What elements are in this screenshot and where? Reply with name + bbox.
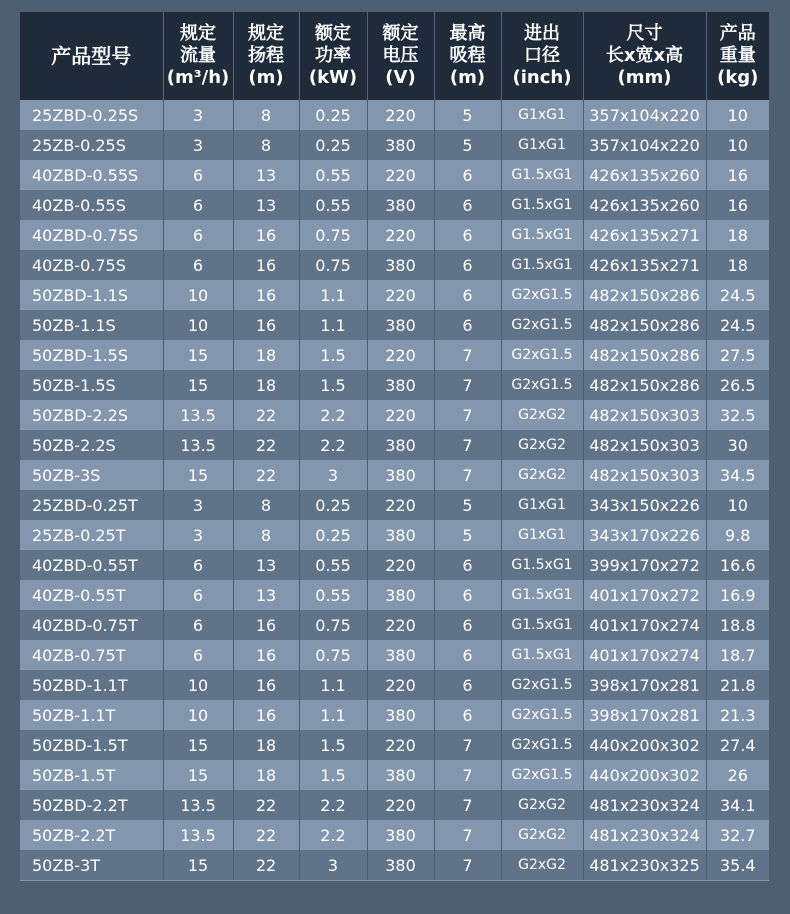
weight-cell: 34.5	[719, 465, 756, 485]
port-cell: G2xG2	[501, 790, 583, 820]
header-unit: (inch)	[512, 67, 572, 88]
size-cell: 401x170x272	[583, 580, 706, 610]
header-line: 流量	[180, 45, 216, 66]
suction-cell: 6	[434, 310, 501, 340]
flow-cell: 6	[163, 220, 233, 250]
port-cell: G2xG2	[501, 430, 583, 460]
suction-cell: 7	[434, 760, 501, 790]
model-cell: 50ZBD-2.2S	[20, 400, 163, 430]
size-cell: 426x135x271	[583, 250, 706, 280]
model-cell: 50ZB-1.1T	[20, 700, 163, 730]
table-row	[20, 760, 769, 790]
model-cell: 40ZBD-0.55S	[20, 160, 163, 190]
header-unit: (kg)	[717, 67, 759, 88]
suction-cell: 7	[434, 400, 501, 430]
voltage-cell: 380	[367, 760, 434, 790]
port-cell: G1xG1	[501, 520, 583, 550]
header-line: 产品型号	[51, 44, 132, 68]
model-cell: 50ZB-3T	[20, 850, 163, 881]
power-cell: 0.75	[299, 220, 367, 250]
header-model	[20, 12, 163, 100]
size-cell: 343x150x226	[583, 490, 706, 520]
suction-cell: 6	[434, 550, 501, 580]
model-cell: 50ZBD-1.1S	[20, 280, 163, 310]
voltage-cell: 220	[367, 730, 434, 760]
power-cell: 0.75	[299, 610, 367, 640]
model-cell: 50ZBD-1.5T	[20, 730, 163, 760]
model-cell: 40ZB-0.75T	[20, 640, 163, 670]
model-cell: 50ZB-1.1S	[20, 310, 163, 340]
head-cell: 16	[233, 250, 299, 280]
weight-cell: 18	[727, 255, 748, 275]
size-cell: 440x200x302	[583, 730, 706, 760]
suction-cell: 6	[434, 640, 501, 670]
port-cell: G1.5xG1	[501, 160, 583, 190]
weight-cell: 21.8	[719, 675, 756, 695]
flow-cell: 3	[163, 130, 233, 160]
flow-cell: 6	[163, 550, 233, 580]
head-cell: 18	[233, 340, 299, 370]
model-cell: 25ZBD-0.25T	[20, 490, 163, 520]
head-cell: 8	[233, 100, 299, 130]
power-cell: 3	[299, 460, 367, 490]
suction-cell: 6	[434, 580, 501, 610]
voltage-cell: 380	[367, 700, 434, 730]
size-cell: 357x104x220	[583, 100, 706, 130]
suction-cell: 6	[434, 280, 501, 310]
head-cell: 18	[233, 730, 299, 760]
head-cell: 8	[233, 130, 299, 160]
port-cell: G1.5xG1	[501, 580, 583, 610]
suction-cell: 5	[434, 520, 501, 550]
size-cell: 481x230x325	[583, 850, 706, 881]
flow-cell: 15	[163, 370, 233, 400]
model-cell: 25ZBD-0.25S	[20, 100, 163, 130]
power-cell: 0.55	[299, 190, 367, 220]
power-cell: 1.1	[299, 670, 367, 700]
suction-cell: 6	[434, 670, 501, 700]
model-cell: 50ZB-2.2S	[20, 430, 163, 460]
power-cell: 1.5	[299, 730, 367, 760]
header-line: 电压	[382, 45, 419, 66]
port-cell: G1.5xG1	[501, 250, 583, 280]
size-cell: 482x150x286	[583, 310, 706, 340]
header-flow	[163, 12, 233, 100]
header-unit: (kW)	[308, 67, 358, 88]
voltage-cell: 220	[367, 610, 434, 640]
weight-cell: 10	[727, 495, 748, 515]
voltage-cell: 220	[367, 400, 434, 430]
voltage-cell: 380	[367, 640, 434, 670]
weight-cell: 30	[727, 435, 748, 455]
table-row	[20, 340, 769, 370]
size-cell: 481x230x324	[583, 790, 706, 820]
head-cell: 13	[233, 190, 299, 220]
port-cell: G2xG1.5	[501, 730, 583, 760]
header-line: 重量	[719, 45, 756, 66]
size-cell: 401x170x274	[583, 610, 706, 640]
suction-cell: 6	[434, 250, 501, 280]
size-cell: 426x135x271	[583, 220, 706, 250]
header-line: 规定	[248, 23, 284, 44]
suction-cell: 7	[434, 730, 501, 760]
weight-cell: 35.4	[706, 850, 769, 881]
suction-cell: 7	[434, 460, 501, 490]
size-cell: 343x170x226	[583, 520, 706, 550]
size-cell: 482x150x303	[583, 400, 706, 430]
head-cell: 13	[233, 550, 299, 580]
table-row	[20, 460, 769, 490]
voltage-cell: 220	[367, 280, 434, 310]
weight-cell: 18.8	[719, 615, 756, 635]
header-line: 扬程	[248, 45, 284, 66]
size-cell: 482x150x303	[583, 460, 706, 490]
model-cell: 50ZBD-1.5S	[20, 340, 163, 370]
head-cell: 8	[233, 520, 299, 550]
table-row	[20, 160, 769, 190]
head-cell: 22	[233, 790, 299, 820]
header-unit: (V)	[385, 67, 416, 88]
size-cell: 398x170x281	[583, 670, 706, 700]
flow-cell: 15	[163, 340, 233, 370]
size-cell: 401x170x274	[583, 640, 706, 670]
table-row	[20, 700, 769, 730]
size-cell: 482x150x303	[583, 430, 706, 460]
header-line: 最高	[449, 23, 486, 44]
table-row	[20, 790, 769, 820]
flow-cell: 13.5	[163, 790, 233, 820]
flow-cell: 10	[163, 310, 233, 340]
header-line: 吸程	[449, 45, 486, 66]
weight-cell: 26.5	[719, 375, 756, 395]
suction-cell: 7	[434, 820, 501, 850]
table-row	[20, 250, 769, 280]
flow-cell: 15	[163, 730, 233, 760]
port-cell: G2xG1.5	[501, 670, 583, 700]
voltage-cell: 380	[367, 430, 434, 460]
suction-cell: 7	[434, 430, 501, 460]
weight-cell: 27.5	[719, 345, 756, 365]
head-cell: 8	[233, 490, 299, 520]
model-cell: 25ZB-0.25T	[20, 520, 163, 550]
head-cell: 13	[233, 580, 299, 610]
model-cell: 25ZB-0.25S	[20, 130, 163, 160]
table-row	[20, 730, 769, 760]
head-cell: 22	[233, 430, 299, 460]
model-cell: 50ZB-3S	[20, 460, 163, 490]
head-cell: 22	[233, 820, 299, 850]
weight-cell: 27.4	[719, 735, 756, 755]
weight-cell: 16	[727, 195, 748, 215]
header-unit: (m)	[449, 67, 486, 88]
flow-cell: 13.5	[163, 430, 233, 460]
power-cell: 1.1	[299, 310, 367, 340]
port-cell: G2xG1.5	[501, 280, 583, 310]
head-cell: 16	[233, 670, 299, 700]
table-row	[20, 520, 769, 550]
port-cell: G2xG1.5	[501, 760, 583, 790]
power-cell: 2.2	[299, 430, 367, 460]
head-cell: 22	[233, 850, 299, 881]
voltage-cell: 380	[367, 820, 434, 850]
port-cell: G1.5xG1	[501, 550, 583, 580]
weight-cell: 32.7	[719, 825, 756, 845]
size-cell: 399x170x272	[583, 550, 706, 580]
voltage-cell: 220	[367, 160, 434, 190]
voltage-cell: 220	[367, 220, 434, 250]
table-row	[20, 130, 769, 160]
header-line: 额定	[315, 23, 351, 44]
port-cell: G2xG2	[501, 400, 583, 430]
flow-cell: 3	[163, 100, 233, 130]
voltage-cell: 380	[367, 520, 434, 550]
header-voltage	[367, 12, 434, 100]
port-cell: G2xG2	[501, 460, 583, 490]
voltage-cell: 380	[367, 460, 434, 490]
power-cell: 2.2	[299, 820, 367, 850]
table-header	[20, 12, 769, 100]
table-row	[20, 190, 769, 220]
power-cell: 1.1	[299, 700, 367, 730]
port-cell: G1.5xG1	[501, 220, 583, 250]
port-cell: G1xG1	[501, 100, 583, 130]
suction-cell: 6	[434, 220, 501, 250]
port-cell: G1.5xG1	[501, 190, 583, 220]
power-cell: 0.55	[299, 550, 367, 580]
flow-cell: 6	[163, 580, 233, 610]
port-cell: G2xG2	[501, 850, 583, 881]
table-row	[20, 430, 769, 460]
flow-cell: 3	[163, 490, 233, 520]
model-cell: 40ZB-0.55S	[20, 190, 163, 220]
voltage-cell: 220	[367, 550, 434, 580]
flow-cell: 15	[163, 460, 233, 490]
flow-cell: 10	[163, 700, 233, 730]
table-row	[20, 580, 769, 610]
flow-cell: 10	[163, 280, 233, 310]
weight-cell: 26	[727, 765, 748, 785]
table-row	[20, 640, 769, 670]
voltage-cell: 380	[367, 850, 434, 881]
power-cell: 3	[299, 850, 367, 881]
suction-cell: 6	[434, 160, 501, 190]
head-cell: 18	[233, 370, 299, 400]
voltage-cell: 220	[367, 670, 434, 700]
flow-cell: 10	[163, 670, 233, 700]
head-cell: 22	[233, 400, 299, 430]
voltage-cell: 380	[367, 580, 434, 610]
flow-cell: 15	[163, 850, 233, 881]
power-cell: 0.25	[299, 520, 367, 550]
flow-cell: 13.5	[163, 820, 233, 850]
suction-cell: 5	[434, 100, 501, 130]
weight-cell: 24.5	[719, 315, 756, 335]
table-row	[20, 850, 769, 881]
header-power	[299, 12, 367, 100]
header-line: 长x宽x高	[605, 45, 684, 66]
voltage-cell: 220	[367, 490, 434, 520]
flow-cell: 13.5	[163, 400, 233, 430]
head-cell: 18	[233, 760, 299, 790]
flow-cell: 15	[163, 760, 233, 790]
power-cell: 0.55	[299, 160, 367, 190]
head-cell: 16	[233, 700, 299, 730]
header-line: 口径	[524, 45, 560, 66]
model-cell: 40ZB-0.75S	[20, 250, 163, 280]
size-cell: 482x150x286	[583, 370, 706, 400]
weight-cell: 34.1	[719, 795, 756, 815]
model-cell: 40ZBD-0.55T	[20, 550, 163, 580]
table-row	[20, 310, 769, 340]
size-cell: 426x135x260	[583, 160, 706, 190]
size-cell: 398x170x281	[583, 700, 706, 730]
port-cell: G1xG1	[501, 130, 583, 160]
header-line: 功率	[315, 45, 351, 66]
suction-cell: 7	[434, 850, 501, 881]
power-cell: 1.5	[299, 370, 367, 400]
header-size	[583, 12, 706, 100]
flow-cell: 6	[163, 160, 233, 190]
table-row	[20, 820, 769, 850]
table-row	[20, 220, 769, 250]
suction-cell: 6	[434, 700, 501, 730]
head-cell: 16	[233, 220, 299, 250]
weight-cell: 16.6	[719, 555, 756, 575]
voltage-cell: 220	[367, 100, 434, 130]
weight-cell: 9.8	[725, 525, 751, 545]
header-unit: (mm)	[617, 67, 672, 88]
port-cell: G1.5xG1	[501, 610, 583, 640]
port-cell: G2xG1.5	[501, 340, 583, 370]
flow-cell: 6	[163, 610, 233, 640]
voltage-cell: 380	[367, 130, 434, 160]
voltage-cell: 380	[367, 310, 434, 340]
table-row	[20, 370, 769, 400]
power-cell: 1.5	[299, 760, 367, 790]
power-cell: 1.1	[299, 280, 367, 310]
power-cell: 0.25	[299, 100, 367, 130]
header-line: 额定	[382, 23, 419, 44]
pump-spec-table	[20, 12, 769, 881]
weight-cell: 16	[727, 165, 748, 185]
model-cell: 50ZBD-1.1T	[20, 670, 163, 700]
suction-cell: 6	[434, 610, 501, 640]
model-cell: 40ZB-0.55T	[20, 580, 163, 610]
model-cell: 50ZB-2.2T	[20, 820, 163, 850]
head-cell: 16	[233, 610, 299, 640]
header-line: 规定	[180, 23, 216, 44]
weight-cell: 10	[727, 135, 748, 155]
head-cell: 22	[233, 460, 299, 490]
header-line: 尺寸	[626, 23, 663, 44]
power-cell: 2.2	[299, 400, 367, 430]
table-row	[20, 550, 769, 580]
port-cell: G2xG1.5	[501, 370, 583, 400]
power-cell: 2.2	[299, 790, 367, 820]
flow-cell: 6	[163, 250, 233, 280]
table-body	[20, 100, 769, 881]
weight-cell: 18	[727, 225, 748, 245]
header-weight	[706, 12, 769, 100]
power-cell: 1.5	[299, 340, 367, 370]
table-row	[20, 400, 769, 430]
table-row	[20, 100, 769, 130]
size-cell: 440x200x302	[583, 760, 706, 790]
port-cell: G2xG1.5	[501, 700, 583, 730]
header-unit: (m)	[248, 67, 284, 88]
weight-cell: 32.5	[719, 405, 756, 425]
spec-table-container	[20, 12, 769, 881]
suction-cell: 7	[434, 340, 501, 370]
table-row	[20, 280, 769, 310]
voltage-cell: 380	[367, 370, 434, 400]
model-cell: 50ZBD-2.2T	[20, 790, 163, 820]
header-port	[501, 12, 583, 100]
flow-cell: 6	[163, 640, 233, 670]
head-cell: 16	[233, 310, 299, 340]
voltage-cell: 380	[367, 250, 434, 280]
size-cell: 357x104x220	[583, 130, 706, 160]
suction-cell: 5	[434, 490, 501, 520]
header-row	[20, 12, 769, 100]
suction-cell: 7	[434, 370, 501, 400]
size-cell: 482x150x286	[583, 280, 706, 310]
header-line: 产品	[719, 23, 756, 44]
model-cell: 40ZBD-0.75S	[20, 220, 163, 250]
power-cell: 0.75	[299, 250, 367, 280]
flow-cell: 3	[163, 520, 233, 550]
voltage-cell: 220	[367, 340, 434, 370]
suction-cell: 7	[434, 790, 501, 820]
port-cell: G2xG2	[501, 820, 583, 850]
weight-cell: 21.3	[719, 705, 756, 725]
model-cell: 40ZBD-0.75T	[20, 610, 163, 640]
weight-cell: 24.5	[719, 285, 756, 305]
port-cell: G1.5xG1	[501, 640, 583, 670]
size-cell: 482x150x286	[583, 340, 706, 370]
power-cell: 0.75	[299, 640, 367, 670]
size-cell: 481x230x324	[583, 820, 706, 850]
header-unit: (m³/h)	[166, 67, 230, 88]
suction-cell: 6	[434, 190, 501, 220]
voltage-cell: 380	[367, 190, 434, 220]
head-cell: 16	[233, 280, 299, 310]
power-cell: 0.25	[299, 130, 367, 160]
port-cell: G2xG1.5	[501, 310, 583, 340]
header-line: 进出	[524, 23, 560, 44]
weight-cell: 16.9	[719, 585, 756, 605]
size-cell: 426x135x260	[583, 190, 706, 220]
table-row	[20, 490, 769, 520]
power-cell: 0.25	[299, 490, 367, 520]
power-cell: 0.55	[299, 580, 367, 610]
head-cell: 13	[233, 160, 299, 190]
table-row	[20, 610, 769, 640]
suction-cell: 5	[434, 130, 501, 160]
header-suction	[434, 12, 501, 100]
weight-cell: 18.7	[719, 645, 756, 665]
model-cell: 50ZB-1.5S	[20, 370, 163, 400]
head-cell: 16	[233, 640, 299, 670]
port-cell: G1xG1	[501, 490, 583, 520]
header-head	[233, 12, 299, 100]
voltage-cell: 220	[367, 790, 434, 820]
model-cell: 50ZB-1.5T	[20, 760, 163, 790]
table-row	[20, 670, 769, 700]
flow-cell: 6	[163, 190, 233, 220]
weight-cell: 10	[727, 105, 748, 125]
